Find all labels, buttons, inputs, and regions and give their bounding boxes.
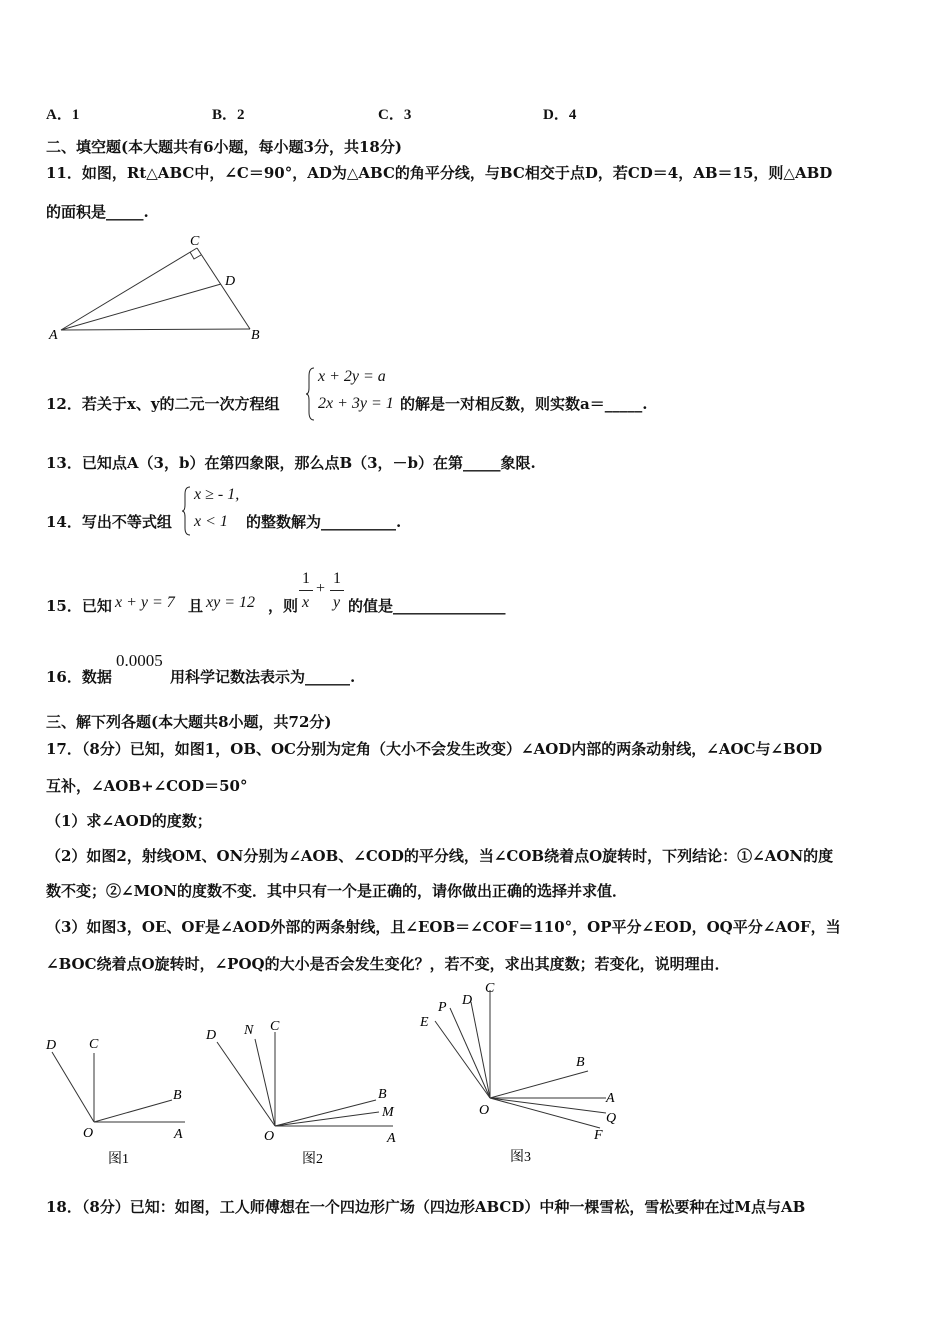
q15-cond1: x + y = 7 <box>115 594 175 611</box>
q14-ineq1: x ≥ - 1, <box>194 486 240 503</box>
q16-value: 0.0005 <box>116 651 163 670</box>
q11-label-b: B <box>251 328 260 343</box>
q14-brace <box>182 485 192 537</box>
q14-ineq2: x < 1 <box>194 513 228 530</box>
choice-c: C．3 <box>378 107 412 123</box>
figure-2 <box>200 1012 410 1167</box>
fig2-label-c: C <box>270 1019 280 1034</box>
q17-part3-line1: （3）如图3，OE、OF是∠AOD外部的两条射线，且∠EOB＝∠COF＝110°，OP平分∠EOD，OQ平分∠AOF，当 <box>46 918 841 936</box>
q12-prefix: 12．若关于x、y的二元一次方程组 <box>46 395 280 413</box>
q15-plus: + <box>316 580 326 597</box>
fig2-label-a: A <box>387 1131 396 1146</box>
fig1-label-a: A <box>174 1127 183 1142</box>
choice-b: B．2 <box>212 107 245 123</box>
q11-label-d: D <box>225 274 236 289</box>
fig2-caption: 图2 <box>302 1152 323 1167</box>
q17-line1: 17．（8分）已知，如图1，OB、OC分别为定角（大小不会发生改变）∠AOD内部的两条动射线，∠AOC与∠BOD <box>46 740 823 758</box>
fig3-label-p: P <box>438 1000 447 1015</box>
fig2-label-d: D <box>206 1028 217 1043</box>
q16-prefix: 16．数据 <box>46 668 112 686</box>
fig3-label-a: A <box>606 1091 615 1106</box>
q15-num-y: 1 <box>333 570 341 587</box>
choice-d: D．4 <box>543 107 577 123</box>
q12-suffix: 的解是一对相反数，则实数a＝_____. <box>400 395 648 413</box>
q15-cond2: xy = 12 <box>206 594 255 611</box>
fig2-label-o: O <box>264 1129 275 1144</box>
q11-label-c: C <box>190 234 200 249</box>
q15-fracbar-y <box>330 590 344 591</box>
q15-den-x: x <box>302 594 310 611</box>
q15-mid: 且 <box>188 597 204 615</box>
q12-eq2: 2x + 3y = 1 <box>318 395 394 412</box>
q13-text: 13．已知点A（3，b）在第四象限，那么点B（3，－b）在第_____象限. <box>46 454 536 472</box>
choice-a: A．1 <box>46 107 80 123</box>
fig3-label-f: F <box>594 1128 603 1143</box>
section2-title: 二、填空题(本大题共有6小题，每小题3分，共18分) <box>46 138 402 156</box>
fig3-label-b: B <box>576 1055 585 1070</box>
q17-part3-line2: ∠BOC绕着点O旋转时，∠POQ的大小是否会发生变化？，若不变，求出其度数；若变化，说明理由． <box>46 955 730 973</box>
fig1-label-o: O <box>83 1126 94 1141</box>
fig3-caption: 图3 <box>510 1150 531 1165</box>
q11-label-a: A <box>49 328 58 343</box>
q14-suffix: 的整数解为__________. <box>246 513 402 531</box>
fig1-label-c: C <box>89 1037 99 1052</box>
figure-3 <box>408 976 628 1166</box>
q18-text: 18．（8分）已知：如图，工人师傅想在一个四边形广场（四边形ABCD）中种一棵雪松，雪松要种在过M点与AB <box>46 1198 806 1216</box>
fig2-label-n: N <box>244 1023 254 1038</box>
q16-suffix: 用科学记数法表示为______. <box>170 668 356 686</box>
q15-then: ，则 <box>268 597 299 615</box>
q17-part2-line1: （2）如图2，射线OM、ON分别为∠AOB、∠COD的平分线，当∠COB绕着点O旋转时，下列结论：①∠AON的度 <box>46 847 834 865</box>
fig1-label-d: D <box>46 1038 57 1053</box>
q11-line2: 的面积是_____. <box>46 203 149 221</box>
q14-prefix: 14．写出不等式组 <box>46 513 172 531</box>
q11-triangle-figure <box>40 228 280 348</box>
fig3-label-d: D <box>462 993 473 1008</box>
q15-suffix: 的值是_______________ <box>348 597 506 615</box>
fig2-label-m: M <box>382 1105 394 1120</box>
q17-line2: 互补，∠AOB+∠COD＝50° <box>46 777 248 795</box>
q15-fracbar-x <box>299 590 313 591</box>
fig3-label-e: E <box>420 1015 429 1030</box>
q15-prefix: 15．已知 <box>46 597 112 615</box>
q15-den-y: y <box>333 594 341 611</box>
figure-1 <box>40 1030 200 1170</box>
fig1-label-b: B <box>173 1088 182 1103</box>
q12-brace <box>306 366 316 422</box>
fig2-label-b: B <box>378 1087 387 1102</box>
fig3-label-o: O <box>479 1103 490 1118</box>
q15-num-x: 1 <box>302 570 310 587</box>
fig3-label-c: C <box>485 981 495 996</box>
q12-eq1: x + 2y = a <box>318 368 386 385</box>
fig3-label-q: Q <box>606 1111 617 1126</box>
fig1-caption: 图1 <box>108 1152 129 1167</box>
q11-line1: 11．如图，Rt△ABC中，∠C＝90°，AD为△ABC的角平分线，与BC相交于点D，若CD＝4，AB＝15，则△ABD <box>46 164 833 182</box>
q17-part2-line2: 数不变；②∠MON的度数不变．其中只有一个是正确的，请你做出正确的选择并求值． <box>46 882 627 900</box>
q17-part1: （1）求∠AOD的度数； <box>46 812 212 830</box>
section3-title: 三、解下列各题(本大题共8小题，共72分) <box>46 713 332 731</box>
